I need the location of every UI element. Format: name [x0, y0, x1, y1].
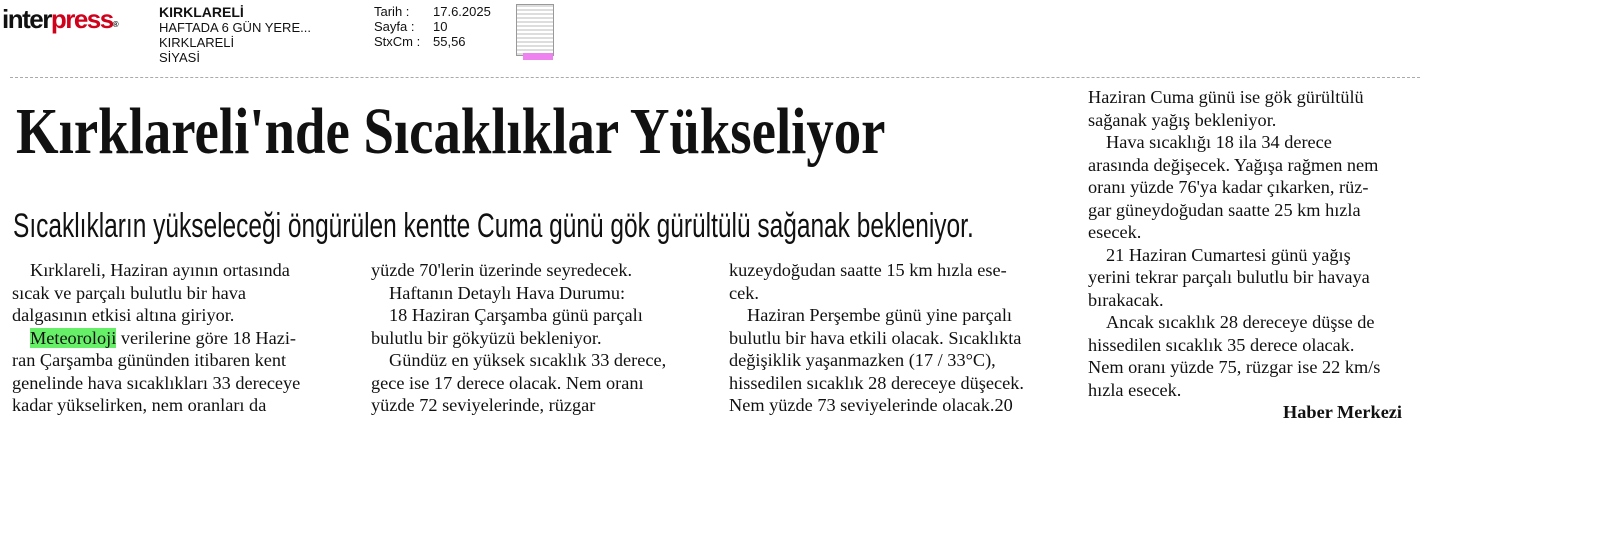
text-line: hızla esecek.: [1088, 379, 1182, 400]
publication-city: KIRKLARELİ: [159, 35, 235, 50]
text-line: dalgasının etkisi altına giriyor.: [12, 305, 235, 325]
stxcm-label: StxCm :: [374, 34, 421, 49]
date-label: Tarih :: [374, 4, 410, 19]
subheadline: Sıcaklıkların yükseleceği öngürülen kentte Cuma günü gök gürültülü sağanak bekleniyor.: [13, 207, 974, 245]
text-line: kadar yükselirken, nem oranları da: [12, 395, 267, 415]
text-line: arasında değişecek. Yağışa rağmen nem: [1088, 154, 1379, 175]
headline: Kırklareli'nde Sıcaklıklar Yükseliyor: [16, 95, 886, 168]
text-line: Kırklareli, Haziran ayının ortasında: [30, 260, 290, 280]
text-line: [12, 327, 300, 350]
highlighted-keyword: Meteoroloji: [30, 327, 117, 348]
text-line: değişiklik yaşanmazken (17 / 33°C),: [729, 350, 996, 370]
registered-mark: ®: [112, 20, 119, 29]
publication-category: SİYASİ: [159, 50, 200, 65]
text-line: sıcak ve parçalı bulutlu bir hava: [12, 282, 247, 303]
text-line: cek.: [729, 282, 759, 303]
text-line: hissedilen sıcaklık 35 derece olacak.: [1088, 334, 1355, 355]
publication-frequency: HAFTADA 6 GÜN YERE...: [159, 20, 311, 35]
text-line: Haftanın Detaylı Hava Durumu:: [389, 282, 626, 303]
article-column-1: [12, 259, 300, 417]
text-line: bırakacak.: [1088, 289, 1164, 310]
text-line: esecek.: [1088, 222, 1142, 242]
text-line: bulutlu bir hava etkili olacak. Sıcaklıkta: [729, 327, 1022, 348]
text-line: Haziran Perşembe günü yine parçalı: [747, 305, 1012, 325]
text-line: yüzde 70'lerin üzerinde seyredecek.: [371, 260, 633, 280]
stxcm-value: 55,56: [433, 34, 466, 49]
text-line: kuzeydoğudan saatte 15 km hızla ese-: [729, 260, 1007, 280]
text-line: gar güneydoğudan saatte 25 km hızla: [1088, 199, 1361, 220]
article-column-3: [729, 259, 1024, 417]
text-line: Hava sıcaklığı 18 ila 34 derece: [1106, 132, 1332, 152]
text-line: bulutlu bir gökyüzü bekleniyor.: [371, 327, 602, 348]
publication-info: [159, 5, 311, 65]
text-line: genelinde hava sıcaklıkları 33 dereceye: [12, 372, 301, 393]
page-value: 10: [433, 19, 448, 34]
text-line: yüzde 72 seviyelerinde, rüzgar: [371, 395, 596, 415]
clipping-info: [374, 4, 491, 49]
text-line: 18 Haziran Çarşamba günü parçalı: [389, 305, 643, 325]
text-line: oranı yüzde 76'ya kadar çıkarken, rüz-: [1088, 177, 1369, 197]
text-line: ran Çarşamba gününden itibaren kent: [12, 350, 287, 370]
publication-name: KIRKLARELİ: [159, 4, 244, 20]
text-line: 21 Haziran Cumartesi günü yağış: [1106, 244, 1351, 265]
text-line: sağanak yağış bekleniyor.: [1088, 109, 1277, 130]
text-line: hissedilen sıcaklık 28 dereceye düşecek.: [729, 372, 1024, 393]
text-line: gece ise 17 derece olacak. Nem oranı: [371, 372, 644, 393]
text-line: Haziran Cuma günü ise gök gürültülü: [1088, 87, 1364, 107]
text-line: yerini tekrar parçalı bulutlu bir havaya: [1088, 267, 1370, 287]
article-author: Haber Merkezi: [1283, 402, 1402, 422]
text-line: Nem yüzde 73 seviyelerinde olacak.20: [729, 395, 1013, 415]
page-label: Sayfa :: [374, 19, 415, 34]
text-line: Gündüz en yüksek sıcaklık 33 derece,: [389, 350, 667, 370]
text-line: Nem oranı yüzde 75, rüzgar ise 22 km/s: [1088, 357, 1381, 377]
page-thumbnail[interactable]: [516, 4, 554, 56]
thumbnail-highlight: [523, 53, 553, 60]
text-fragment: verilerine göre 18 Hazi-: [116, 327, 296, 348]
interpress-logo: [2, 4, 119, 34]
article-column-4: [1088, 86, 1402, 424]
text-line: Ancak sıcaklık 28 dereceye düşse de: [1106, 312, 1375, 332]
article-column-2: [371, 259, 666, 417]
divider: [10, 77, 1420, 78]
date-value: 17.6.2025: [433, 4, 491, 19]
logo-part2: press: [50, 4, 113, 34]
logo-part1: inter: [2, 4, 51, 34]
